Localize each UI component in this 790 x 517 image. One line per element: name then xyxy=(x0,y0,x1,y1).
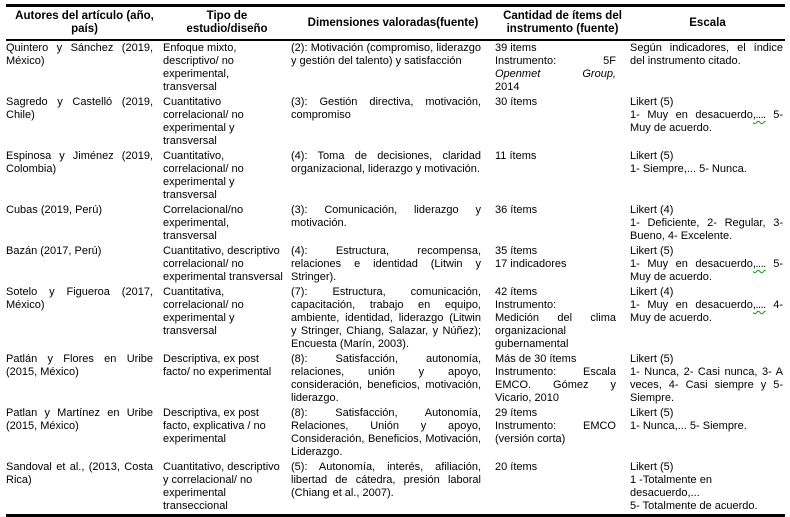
italic-text: Openmet Group, xyxy=(495,68,616,80)
cell-escala xyxy=(630,40,785,95)
cell-line: Quintero y Sánchez (2019, México) xyxy=(6,42,153,67)
cell-line: 36 ítems xyxy=(495,204,538,216)
cell-dimensiones xyxy=(291,285,495,352)
cell-line: Instrumento: Escala xyxy=(495,366,616,378)
cell-line: Cuantitativa, correlacional/ no experimental y transversal xyxy=(163,286,244,337)
cell-dimensiones xyxy=(291,460,495,516)
cell-escala xyxy=(630,149,785,203)
cell-dimensiones xyxy=(291,406,495,460)
table-row xyxy=(6,203,785,244)
cell-line: Vicario, 2010 xyxy=(495,392,560,404)
cell-line: Sandoval et al., (2013, Costa Rica) xyxy=(6,461,153,486)
cell-line: Cubas (2019, Perú) xyxy=(6,204,102,216)
cell-line: 30 ítems xyxy=(495,96,538,108)
cell-escala xyxy=(630,352,785,406)
cell-line: Patlan y Martínez en Uribe (2015, México) xyxy=(6,407,153,432)
cell-cantidad xyxy=(495,203,630,244)
cell-autores xyxy=(6,203,163,244)
cell-line: gubernamental xyxy=(495,338,569,350)
cell-line: 1- Nunca, 2- Casi nunca, 3- A veces, 4- Casi siempre y 5- Siempre. xyxy=(630,366,783,404)
cell-dimensiones xyxy=(291,40,495,95)
cell-line: Espinosa y Jiménez (2019, Colombia) xyxy=(6,150,153,175)
cell-line: Enfoque mixto, descriptivo/ no experimental, transversal xyxy=(163,42,237,93)
cell-line: Likert (5) xyxy=(630,353,674,365)
cell-line: (8): Satisfacción, Autonomía, Relaciones, Unión y apoyo, Consideración, Beneficios, Motivación, Liderazgo. xyxy=(291,407,481,458)
cell-line: Patlán y Flores en Uribe (2015, México) xyxy=(6,353,153,378)
cell-cantidad xyxy=(495,244,630,285)
cell-line: Cuantitativo, correlacional/ no experimental y transversal xyxy=(163,150,244,201)
cell-line: (versión corta) xyxy=(495,433,566,445)
cell-dimensiones xyxy=(291,149,495,203)
cell-line: 1 -Totalmente en desacuerdo,... xyxy=(630,474,712,499)
cell-escala xyxy=(630,460,785,516)
studies-comparison-table xyxy=(6,4,785,517)
cell-escala xyxy=(630,406,785,460)
table-row xyxy=(6,95,785,149)
cell-escala xyxy=(630,95,785,149)
cell-escala xyxy=(630,203,785,244)
cell-line: Cuantitativo, descriptivo correlacional/ no experimental transversal xyxy=(163,245,283,283)
cell-line: 1- Muy en desacuerdo,.... 5-Muy de acuerdo. xyxy=(630,258,784,283)
cell-tipo xyxy=(163,406,291,460)
cell-cantidad xyxy=(495,352,630,406)
cell-autores xyxy=(6,244,163,285)
cell-line: Correlacional/no experimental, transversal xyxy=(163,204,244,242)
cell-escala xyxy=(630,285,785,352)
cell-tipo xyxy=(163,203,291,244)
cell-tipo xyxy=(163,244,291,285)
cell-line: (5): Autonomía, interés, afiliación, libertad de cátedra, presión laboral (Chiang et al., 2007). xyxy=(291,461,481,499)
cell-line: Instrumento: 5F xyxy=(495,55,616,67)
cell-line: 39 items xyxy=(495,42,537,54)
cell-line: 11 ítems xyxy=(495,150,537,162)
table-row xyxy=(6,460,785,516)
cell-line: Instrumento: EMCO xyxy=(495,420,616,432)
header-cell-autores: Autores del artículo (año, país) xyxy=(6,6,163,41)
cell-line: EMCO. Gómez y xyxy=(495,379,616,391)
cell-dimensiones xyxy=(291,352,495,406)
cell-line: 29 ítems xyxy=(495,407,538,419)
cell-line: Cuantitativo correlacional/ no experimental y transversal xyxy=(163,96,244,147)
cell-line: (8): Satisfacción, autonomía, relaciones, unión y apoyo, consideración, beneficios, motivación, liderazgo. xyxy=(291,353,481,404)
cell-line: Likert (4) xyxy=(630,204,674,216)
cell-line: (7): Estructura, comunicación, capacitación, trabajo en equipo, ambiente, identidad, liderazgo (Litwin y Stringer, Chiang, Salazar, y Núñez); Encuesta (Marín, 2003). xyxy=(291,286,481,350)
cell-line: (4): Toma de decisiones, claridad organizacional, liderazgo y motivación. xyxy=(291,150,481,175)
cell-autores xyxy=(6,149,163,203)
cell-line xyxy=(495,68,616,81)
cell-cantidad xyxy=(495,149,630,203)
cell-tipo xyxy=(163,149,291,203)
cell-autores xyxy=(6,40,163,95)
cell-line: 1- Deficiente, 2- Regular, 3- Bueno, 4- Excelente. xyxy=(630,217,783,242)
cell-autores xyxy=(6,406,163,460)
header-row xyxy=(6,6,785,41)
cell-line: Likert (5) xyxy=(630,461,674,473)
cell-line: organizacional xyxy=(495,325,566,337)
table-row xyxy=(6,149,785,203)
cell-line: (3): Gestión directiva, motivación, compromiso xyxy=(291,96,481,121)
cell-line: 5- Totalmente de acuerdo. xyxy=(630,500,758,512)
cell-autores xyxy=(6,352,163,406)
cell-tipo xyxy=(163,40,291,95)
cell-line: Likert (5) xyxy=(630,150,674,162)
table-row xyxy=(6,285,785,352)
cell-line: 20 ítems xyxy=(495,461,538,473)
cell-line: Likert (5) xyxy=(630,245,674,257)
table-body xyxy=(6,40,785,516)
cell-line: (4): Estructura, recompensa, relaciones e identidad (Litwin y Stringer). xyxy=(291,245,481,283)
cell-cantidad xyxy=(495,95,630,149)
cell-line: 1- Nunca,... 5- Siempre. xyxy=(630,420,747,432)
header-cell-dimensiones: Dimensiones valoradas(fuente) xyxy=(291,6,495,41)
cell-autores xyxy=(6,460,163,516)
cell-line: 42 ítems xyxy=(495,286,538,298)
cell-dimensiones xyxy=(291,203,495,244)
cell-line: (2): Motivación (compromiso, liderazgo y gestión del talento) y satisfacción xyxy=(291,42,481,67)
cell-dimensiones xyxy=(291,244,495,285)
cell-line: Según indicadores, el índice del instrumento citado. xyxy=(630,42,783,67)
cell-cantidad xyxy=(495,285,630,352)
header-cell-escala: Escala xyxy=(630,6,785,41)
cell-line: Medición del clima xyxy=(495,312,616,324)
table-row xyxy=(6,244,785,285)
cell-line: Descriptiva, ex post facto/ no experimental xyxy=(163,353,272,378)
table-row xyxy=(6,352,785,406)
cell-line: Descriptiva, ex post facto, explicativa / no experimental xyxy=(163,407,266,445)
grammar-squiggle: ,.... xyxy=(752,299,766,311)
cell-tipo xyxy=(163,352,291,406)
cell-line: Bazán (2017, Perú) xyxy=(6,245,102,257)
cell-line: 2014 xyxy=(495,81,520,93)
cell-line: 1- Siempre,... 5- Nunca. xyxy=(630,163,747,175)
cell-line: Sotelo y Figueroa (2017, México) xyxy=(6,286,153,311)
cell-dimensiones xyxy=(291,95,495,149)
table-row xyxy=(6,40,785,95)
cell-cantidad xyxy=(495,460,630,516)
grammar-squiggle: ,.... xyxy=(752,258,766,270)
cell-line: 17 indicadores xyxy=(495,258,567,270)
header-cell-tipo: Tipo de estudio/diseño xyxy=(163,6,291,41)
cell-autores xyxy=(6,95,163,149)
cell-line: Likert (5) xyxy=(630,96,674,108)
cell-tipo xyxy=(163,95,291,149)
cell-line: Sagredo y Castelló (2019, Chile) xyxy=(6,96,153,121)
cell-line: (3): Comunicación, liderazgo y motivación. xyxy=(291,204,481,229)
cell-escala xyxy=(630,244,785,285)
cell-line: Likert (5) xyxy=(630,407,674,419)
cell-line: Likert (4) xyxy=(630,286,674,298)
cell-line: 1- Muy en desacuerdo,.... 5- Muy de acuerdo. xyxy=(630,109,784,134)
cell-line: Instrumento: xyxy=(495,299,557,311)
cell-autores xyxy=(6,285,163,352)
cell-cantidad xyxy=(495,40,630,95)
cell-cantidad xyxy=(495,406,630,460)
cell-line: Más de 30 ítems xyxy=(495,353,577,365)
cell-line: 1- Muy en desacuerdo,.... 4-Muy de acuerdo. xyxy=(630,299,784,324)
table-row xyxy=(6,406,785,460)
grammar-squiggle: ,.... xyxy=(752,109,766,121)
cell-tipo xyxy=(163,285,291,352)
cell-line: Cuantitativo, descriptivo y correlacional/ no experimental transeccional xyxy=(163,461,280,512)
header-cell-cantidad: Cantidad de ítems del instrumento (fuente) xyxy=(495,6,630,41)
table-header xyxy=(6,6,785,41)
cell-line: 35 ítems xyxy=(495,245,538,257)
cell-tipo xyxy=(163,460,291,516)
